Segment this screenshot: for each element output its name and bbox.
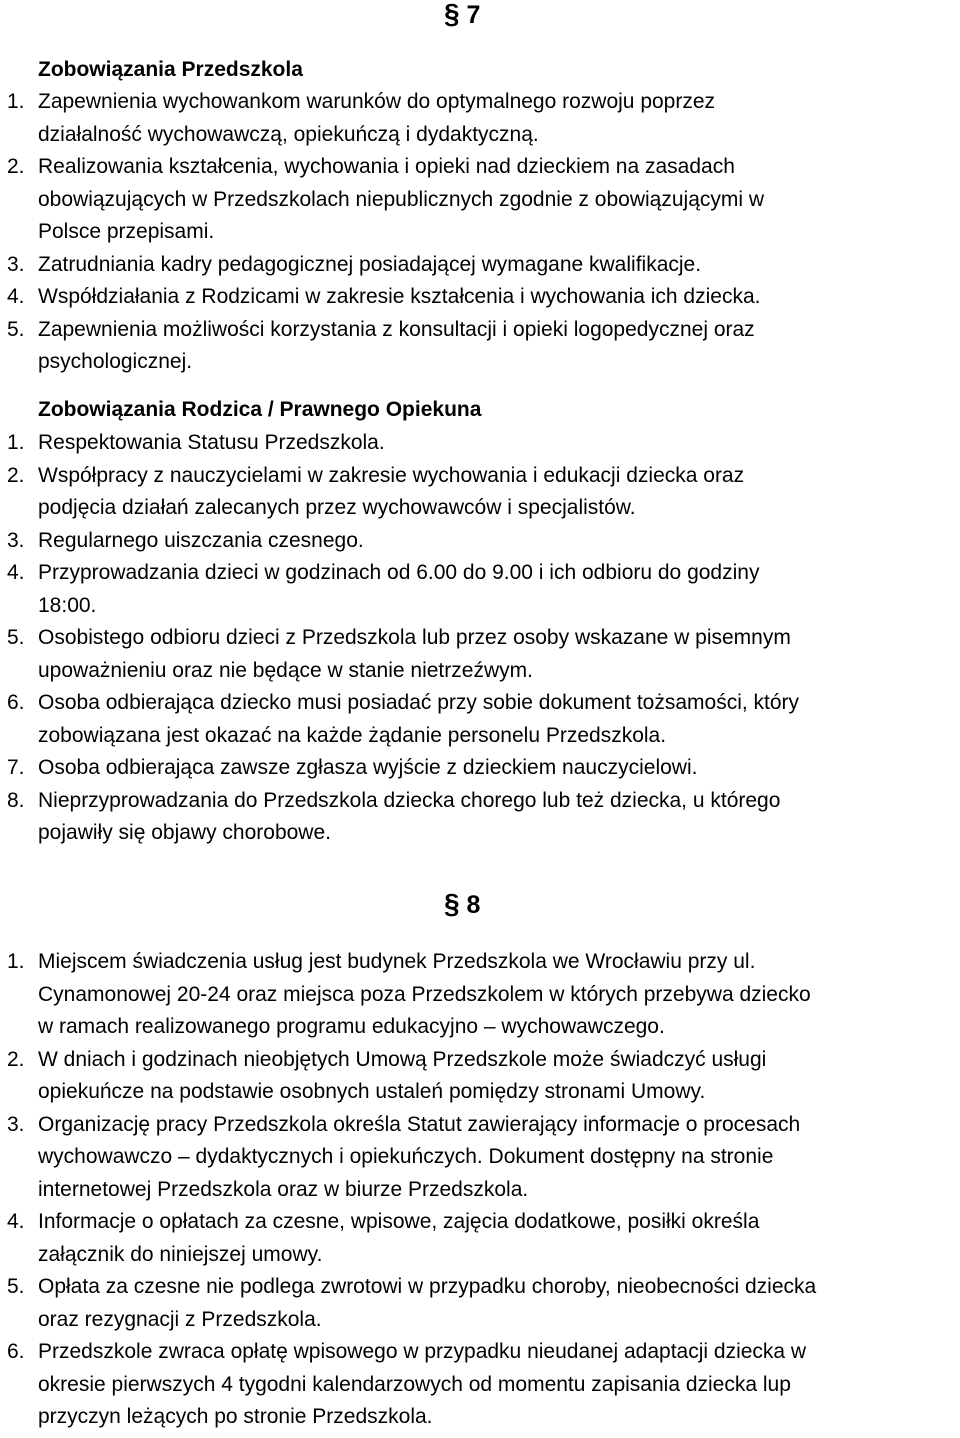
list-item-line: Organizację pracy Przedszkola określa Statut zawierający informacje o procesach bbox=[38, 1112, 801, 1136]
section-8-title bbox=[444, 890, 480, 919]
list-item-number: 6. bbox=[7, 1340, 25, 1363]
list-item-number: 6. bbox=[7, 691, 25, 714]
list-item-number: 5. bbox=[7, 1275, 25, 1298]
list-item-text bbox=[38, 1109, 800, 1207]
section-7-number: 7 bbox=[466, 1, 481, 29]
list-item-line: Zapewnienia wychowankom warunków do optymalnego rozwoju poprzez bbox=[38, 90, 716, 113]
list-item-number: 1. bbox=[7, 90, 25, 113]
list-item-line: Zatrudniania kadry pedagogicznej posiadającej wymagane kwalifikacje. bbox=[38, 252, 702, 276]
list-item-text bbox=[38, 557, 759, 622]
parent-obligations-heading: Zobowiązania Rodzica / Prawnego Opiekuna bbox=[38, 398, 482, 421]
list-item-line: podjęcia działań zalecanych przez wychowawców i specjalistów. bbox=[38, 496, 636, 519]
list-item-text bbox=[38, 281, 760, 314]
list-item-line: Miejscem świadczenia usług jest budynek Przedszkola we Wrocławiu przy ul. bbox=[38, 950, 756, 973]
section-7-title bbox=[444, 0, 480, 29]
list-item-line: Przyprowadzania dzieci w godzinach od 6.00 do 9.00 i ich odbioru do godziny bbox=[38, 561, 760, 584]
list-item-line: 18:00. bbox=[38, 593, 97, 617]
list-item-line: obowiązujących w Przedszkolach niepublicznych zgodnie z obowiązującymi w bbox=[38, 187, 765, 211]
list-item-line: opiekuńcze na podstawie osobnych ustaleń pomiędzy stronami Umowy. bbox=[38, 1080, 706, 1103]
list-item-line: okresie pierwszych 4 tygodni kalendarzowych od momentu zapisania dziecka lup bbox=[38, 1372, 791, 1396]
list-item-text bbox=[38, 460, 744, 525]
section-sign-icon: § bbox=[444, 888, 460, 919]
list-item-text bbox=[38, 785, 780, 850]
list-item-line: wychowawczo – dydaktycznych i opiekuńczych. Dokument dostępny na stronie bbox=[38, 1145, 774, 1168]
school-obligations-heading: Zobowiązania Przedszkola bbox=[38, 58, 303, 81]
list-item-number: 1. bbox=[7, 431, 25, 454]
list-item-number: 1. bbox=[7, 950, 25, 973]
list-item-text bbox=[38, 1044, 766, 1109]
list-item-line: załącznik do niniejszej umowy. bbox=[38, 1242, 323, 1266]
list-item-line: Osobistego odbioru dzieci z Przedszkola lub przez osoby wskazane w pisemnym bbox=[38, 626, 791, 649]
list-item-line: upoważnieniu oraz nie będące w stanie nietrzeźwym. bbox=[38, 658, 533, 682]
list-item-text bbox=[38, 249, 701, 282]
list-item-line: Opłata za czesne nie podlega zwrotowi w przypadku choroby, nieobecności dziecka bbox=[38, 1275, 817, 1298]
list-item-line: Regularnego uiszczania czesnego. bbox=[38, 528, 364, 552]
list-item-text bbox=[38, 1271, 816, 1336]
list-item-number: 4. bbox=[7, 285, 25, 308]
list-item-text bbox=[38, 946, 811, 1044]
list-item-line: Współpracy z nauczycielami w zakresie wychowania i edukacji dziecka oraz bbox=[38, 463, 745, 487]
list-item-line: oraz rezygnacji z Przedszkola. bbox=[38, 1307, 322, 1331]
list-item-number: 7. bbox=[7, 756, 25, 779]
list-item-text bbox=[38, 427, 385, 460]
section-sign-icon: § bbox=[444, 0, 460, 29]
list-item-text bbox=[38, 687, 799, 752]
list-item-number: 2. bbox=[7, 155, 25, 178]
list-item-line: Realizowania kształcenia, wychowania i opieki nad dzieckiem na zasadach bbox=[38, 155, 735, 178]
list-item-text bbox=[38, 1336, 806, 1434]
list-item-line: Przedszkole zwraca opłatę wpisowego w przypadku nieudanej adaptacji dziecka w bbox=[38, 1340, 807, 1363]
list-item-line: w ramach realizowanego programu edukacyjno – wychowawczego. bbox=[38, 1015, 665, 1038]
list-item-text bbox=[38, 314, 755, 379]
list-item-line: Cynamonowej 20-24 oraz miejsca poza Przedszkolem w których przebywa dziecko bbox=[38, 982, 811, 1006]
list-item-line: pojawiły się objawy chorobowe. bbox=[38, 821, 331, 844]
list-item-line: psychologicznej. bbox=[38, 350, 193, 373]
list-item-line: działalność wychowawczą, opiekuńczą i dydaktyczną. bbox=[38, 122, 539, 146]
section-8-number: 8 bbox=[466, 891, 481, 919]
list-item-number: 2. bbox=[7, 463, 25, 487]
list-item-text bbox=[38, 151, 764, 249]
list-item-number: 3. bbox=[7, 528, 25, 552]
list-item-number: 8. bbox=[7, 788, 25, 812]
list-item-line: zobowiązana jest okazać na każde żądanie personelu Przedszkola. bbox=[38, 723, 667, 747]
list-item-text bbox=[38, 86, 715, 151]
list-item-line: Respektowania Statusu Przedszkola. bbox=[38, 431, 385, 454]
list-item-number: 2. bbox=[7, 1047, 25, 1071]
list-item-number: 3. bbox=[7, 1112, 25, 1136]
list-item-number: 5. bbox=[7, 317, 25, 341]
list-item-text bbox=[38, 525, 364, 558]
list-item-text bbox=[38, 752, 697, 785]
list-item-line: internetowej Przedszkola oraz w biurze Przedszkola. bbox=[38, 1177, 529, 1201]
list-item-line: Współdziałania z Rodzicami w zakresie kształcenia i wychowania ich dziecka. bbox=[38, 285, 761, 308]
list-item-line: Nieprzyprowadzania do Przedszkola dziecka chorego lub też dziecka, u którego bbox=[38, 788, 781, 812]
list-item-number: 5. bbox=[7, 626, 25, 649]
list-item-line: Zapewnienia możliwości korzystania z konsultacji i opieki logopedycznej oraz bbox=[38, 317, 755, 341]
list-item-line: Polsce przepisami. bbox=[38, 220, 215, 243]
list-item-number: 4. bbox=[7, 1210, 25, 1233]
list-item-line: Informacje o opłatach za czesne, wpisowe, zajęcia dodatkowe, posiłki określa bbox=[38, 1210, 760, 1233]
list-item-text bbox=[38, 1206, 759, 1271]
list-item-number: 4. bbox=[7, 561, 25, 584]
list-item-line: Osoba odbierająca zawsze zgłasza wyjście z dzieckiem nauczycielowi. bbox=[38, 756, 698, 779]
list-item-text bbox=[38, 622, 791, 687]
list-item-number: 3. bbox=[7, 252, 25, 276]
list-item-line: W dniach i godzinach nieobjętych Umową Przedszkole może świadczyć usługi bbox=[38, 1047, 767, 1071]
list-item-line: Osoba odbierająca dziecko musi posiadać przy sobie dokument tożsamości, który bbox=[38, 691, 800, 714]
list-item-line: przyczyn leżących po stronie Przedszkola. bbox=[38, 1405, 433, 1428]
